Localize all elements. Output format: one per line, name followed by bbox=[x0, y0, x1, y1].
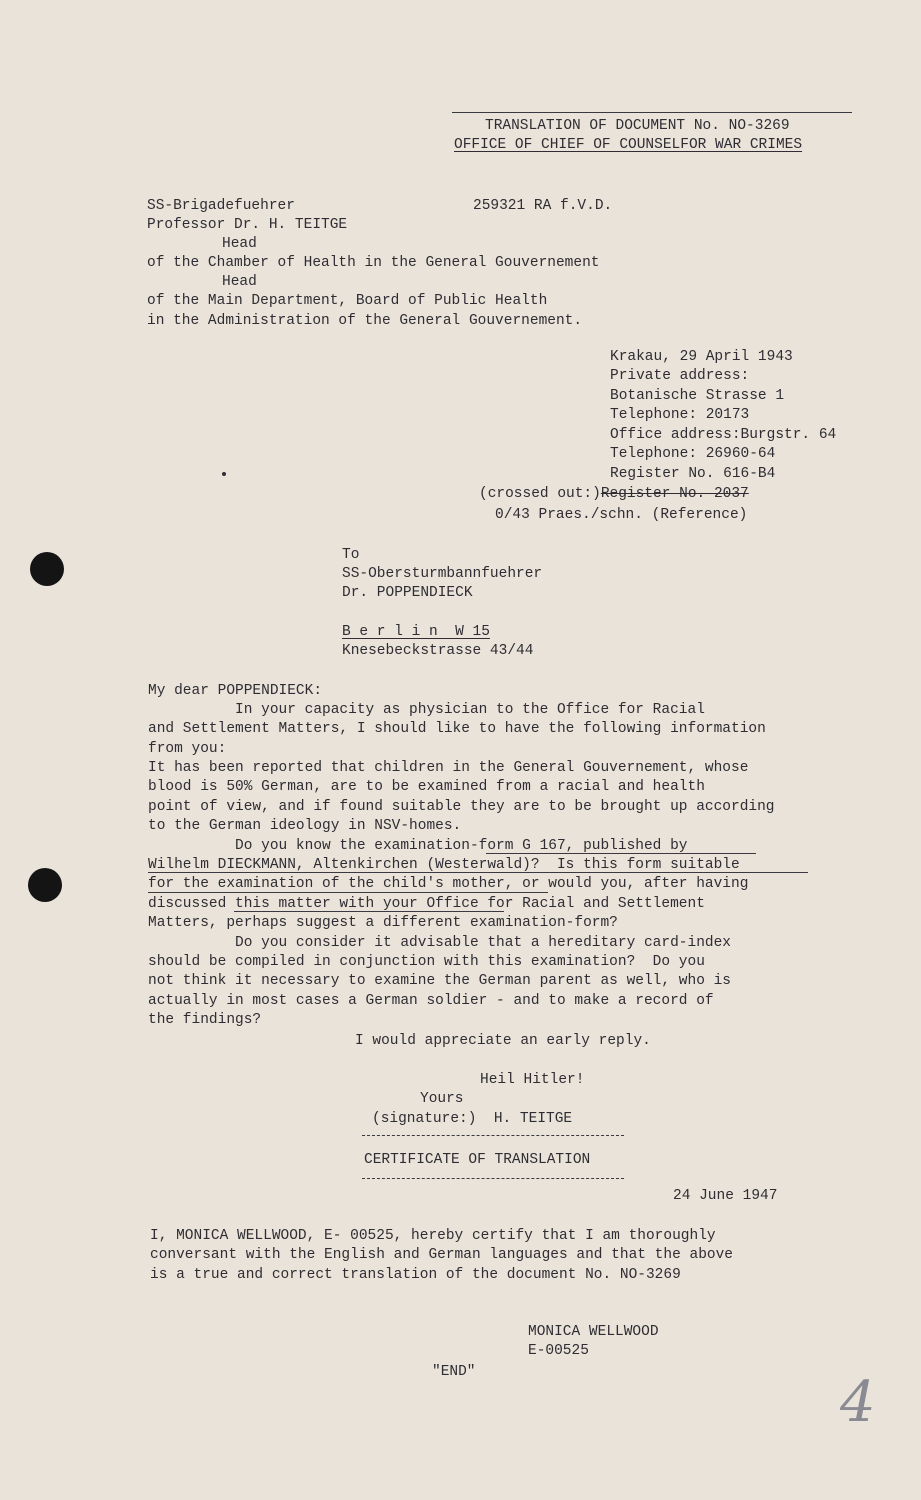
punch-hole-bottom bbox=[28, 868, 62, 902]
stray-mark bbox=[222, 472, 226, 476]
crossed-out-prefix: (crossed out:) bbox=[479, 486, 601, 502]
end-mark: "END" bbox=[432, 1364, 476, 1380]
underline-mark bbox=[234, 911, 504, 912]
sender-line: in the Administration of the General Gouvernement. bbox=[147, 313, 583, 329]
certificate-line: is a true and correct translation of the document No. NO-3269 bbox=[150, 1267, 681, 1283]
sender-line: Head bbox=[222, 274, 257, 290]
address-line: Private address: bbox=[610, 368, 750, 384]
recipient-line: SS-Obersturmbannfuehrer bbox=[342, 566, 543, 582]
underline-mark bbox=[148, 872, 808, 873]
certificate-title: CERTIFICATE OF TRANSLATION bbox=[364, 1152, 591, 1168]
body-line: Do you consider it advisable that a hereditary card-index bbox=[148, 935, 731, 951]
body-line: actually in most cases a German soldier - and to make a record of bbox=[148, 993, 714, 1009]
translator-id: E-00525 bbox=[528, 1343, 589, 1359]
salutation: My dear POPPENDIECK: bbox=[148, 683, 323, 699]
address-line: Botanische Strasse 1 bbox=[610, 388, 785, 404]
sender-name: Professor Dr. H. TEITGE bbox=[147, 217, 348, 233]
signed-by: (signature:) H. TEITGE bbox=[372, 1111, 573, 1127]
address-line: Office address:Burgstr. 64 bbox=[610, 427, 837, 443]
sender-rank: SS-Brigadefuehrer bbox=[147, 198, 295, 214]
address-line: Telephone: 26960-64 bbox=[610, 446, 776, 462]
header-line-1: TRANSLATION OF DOCUMENT No. NO-3269 bbox=[485, 118, 790, 134]
body-line: and Settlement Matters, I should like to have the following information bbox=[148, 721, 766, 737]
body-line: blood is 50% German, are to be examined from a racial and health bbox=[148, 779, 705, 795]
body-line: should be compiled in conjunction with this examination? Do you bbox=[148, 954, 705, 970]
address-line: Krakau, 29 April 1943 bbox=[610, 349, 793, 365]
certificate-divider-bottom bbox=[362, 1178, 624, 1179]
punch-hole-top bbox=[30, 552, 64, 586]
body-line: point of view, and if found suitable they are to be brought up according bbox=[148, 799, 775, 815]
sender-line: Head bbox=[222, 236, 257, 252]
certificate-date: 24 June 1947 bbox=[673, 1188, 778, 1204]
body-line: not think it necessary to examine the German parent as well, who is bbox=[148, 973, 731, 989]
body-line: to the German ideology in NSV-homes. bbox=[148, 818, 462, 834]
body-line: In your capacity as physician to the Office for Racial bbox=[148, 702, 705, 718]
certificate-divider-top bbox=[362, 1135, 624, 1136]
closing-request: I would appreciate an early reply. bbox=[355, 1033, 651, 1049]
underline-mark bbox=[486, 853, 756, 854]
body-line: for the examination of the child's mother, or would you, after having bbox=[148, 876, 749, 892]
recipient-city: B e r l i n W 15 bbox=[342, 624, 490, 640]
page-number: 4 bbox=[840, 1370, 876, 1435]
sender-line: of the Main Department, Board of Public Health bbox=[147, 293, 548, 309]
certificate-line: conversant with the English and German languages and that the above bbox=[150, 1247, 733, 1263]
body-line: It has been reported that children in the General Gouvernement, whose bbox=[148, 760, 749, 776]
translator-name: MONICA WELLWOOD bbox=[528, 1324, 659, 1340]
body-line: Do you know the examination-form G 167, published by bbox=[148, 838, 688, 854]
body-line: Wilhelm DIECKMANN, Altenkirchen (Westerwald)? Is this form suitable bbox=[148, 857, 740, 873]
crossed-out-line bbox=[479, 484, 749, 504]
body-line: the findings? bbox=[148, 1012, 262, 1028]
crossed-out-text: Register No. 2037 bbox=[600, 486, 749, 502]
yours: Yours bbox=[420, 1091, 464, 1107]
body-line: from you: bbox=[148, 741, 227, 757]
recipient-line: Dr. POPPENDIECK bbox=[342, 585, 473, 601]
address-line: Telephone: 20173 bbox=[610, 407, 750, 423]
address-line: Register No. 616-B4 bbox=[610, 466, 776, 482]
sender-reference: 259321 RA f.V.D. bbox=[473, 198, 613, 214]
greeting: Heil Hitler! bbox=[480, 1072, 585, 1088]
reference-line: 0/43 Praes./schn. (Reference) bbox=[495, 507, 748, 523]
header-line-2: OFFICE OF CHIEF OF COUNSELFOR WAR CRIMES bbox=[454, 137, 803, 153]
certificate-line: I, MONICA WELLWOOD, E- 00525, hereby certify that I am thoroughly bbox=[150, 1228, 716, 1244]
body-line: Matters, perhaps suggest a different examination-form? bbox=[148, 915, 618, 931]
recipient-line: To bbox=[342, 547, 360, 563]
recipient-street: Knesebeckstrasse 43/44 bbox=[342, 643, 534, 659]
header-top-rule bbox=[452, 112, 852, 113]
body-line: discussed this matter with your Office for Racial and Settlement bbox=[148, 896, 705, 912]
underline-mark bbox=[148, 892, 548, 893]
sender-line: of the Chamber of Health in the General Gouvernement bbox=[147, 255, 600, 271]
